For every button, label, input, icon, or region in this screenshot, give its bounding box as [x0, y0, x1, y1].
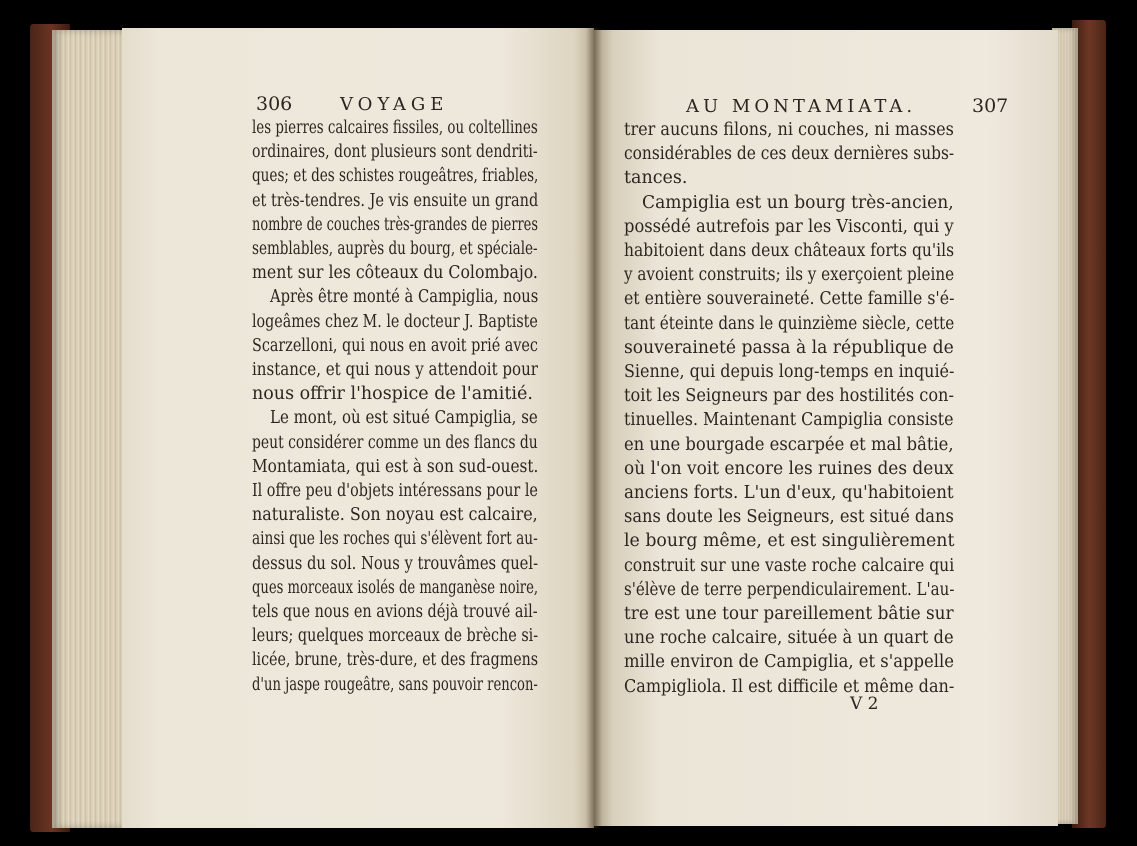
text-line: souveraineté passa à la république de	[624, 337, 954, 358]
text-line: trer aucuns filons, ni couches, ni masses	[624, 120, 954, 140]
text-line: leurs; quelques morceaux de brèche si-	[252, 626, 539, 647]
text-line: les pierres calcaires fissiles, ou coltellines	[252, 118, 538, 138]
text-line: tances.	[624, 168, 688, 189]
text-line: sans doute les Seigneurs, est situé dans	[624, 507, 954, 528]
text-line: Il offre peu d'objets intéressans pour le	[252, 481, 538, 501]
text-line: tinuelles. Maintenant Campiglia consiste	[624, 410, 954, 431]
text-line: où l'on voit encore les ruines des deux	[624, 458, 954, 479]
text-line: et très-tendres. Je vis ensuite un grand	[252, 190, 539, 211]
text-line: ment sur les côteaux du Colombajo.	[252, 263, 538, 284]
text-line: ainsi que les roches qui s'élèvent fort au-	[252, 529, 538, 550]
text-line: Montamiata, qui est à son sud-ouest.	[252, 456, 539, 477]
running-head: VOYAGE	[340, 94, 449, 115]
text-line: ordinaires, dont plusieurs sont dendriti-	[252, 142, 538, 163]
text-line: Le mont, où est situé Campiglia, se	[270, 408, 538, 429]
text-line: possédé autrefois par les Visconti, qui y	[624, 216, 954, 237]
page-number: 307	[972, 95, 1009, 117]
text-line: Scarzelloni, qui nous en avoit prié avec	[252, 335, 538, 356]
text-line: tels que nous en avions déjà trouvé ail-	[252, 602, 538, 622]
text-line: tre est une tour pareillement bâtie sur	[624, 604, 954, 624]
text-line: Après être monté à Campiglia, nous	[270, 287, 539, 308]
text-line: et entière souveraineté. Cette famille s'é-	[624, 289, 955, 310]
text-line: ques morceaux isolés de manganèse noire,	[252, 577, 539, 598]
page-number: 306	[256, 93, 293, 115]
text-line: dessus du sol. Nous y trouvâmes quel-	[252, 553, 539, 574]
book-gutter	[586, 28, 602, 828]
text-line: nombre de couches très-grandes de pierres	[252, 214, 538, 235]
text-line: licée, brune, très-dure, et des fragmens	[252, 650, 539, 671]
left-page	[122, 28, 594, 828]
text-line: considérables de ces deux dernières subs-	[624, 144, 955, 165]
running-head: AU MONTAMIATA.	[686, 96, 917, 117]
text-line: mille environ de Campiglia, et s'appelle	[624, 652, 954, 673]
text-line: Campigliola. Il est difficile et même dan-	[624, 676, 955, 697]
text-line: peut considérer comme un des flancs du	[252, 432, 538, 453]
text-line: Sienne, qui depuis long-temps en inquié-	[624, 362, 955, 382]
text-line: construit sur une vaste roche calcaire qui	[624, 555, 955, 576]
right-page	[594, 30, 1058, 826]
text-line: le bourg même, et est singulièrement	[624, 531, 955, 552]
text-line: y avoient construits; ils y exerçoient pleine	[624, 265, 955, 286]
text-line: instance, et qui nous y attendoit pour	[252, 360, 538, 380]
text-line: s'élève de terre perpendiculairement. L'au-	[624, 579, 955, 600]
text-line: ques; et des schistes rougeâtres, friables,	[252, 166, 539, 187]
text-line: toit les Seigneurs par des hostilités con-	[624, 386, 954, 407]
text-line: semblables, auprès du bourg, et spéciale-	[252, 239, 538, 259]
text-line: nous offrir l'hospice de l'amitié.	[252, 384, 533, 405]
text-line: une roche calcaire, située à un quart de	[624, 628, 954, 649]
signature-mark: V 2	[850, 694, 879, 714]
text-line: logeâmes chez M. le docteur J. Baptiste	[252, 311, 538, 332]
text-line: Campiglia est un bourg très-ancien,	[642, 192, 954, 213]
text-line: tant éteinte dans le quinzième siècle, cette	[624, 313, 955, 334]
text-line: anciens forts. L'un d'eux, qu'habitoient	[624, 483, 954, 503]
text-line: en une bourgade escarpée et mal bâtie,	[624, 434, 954, 455]
text-line: naturaliste. Son noyau est calcaire,	[252, 505, 538, 526]
text-line: habitoient dans deux châteaux forts qu'ils	[624, 241, 955, 261]
text-line: d'un jaspe rougeâtre, sans pouvoir rencon-	[252, 674, 538, 695]
